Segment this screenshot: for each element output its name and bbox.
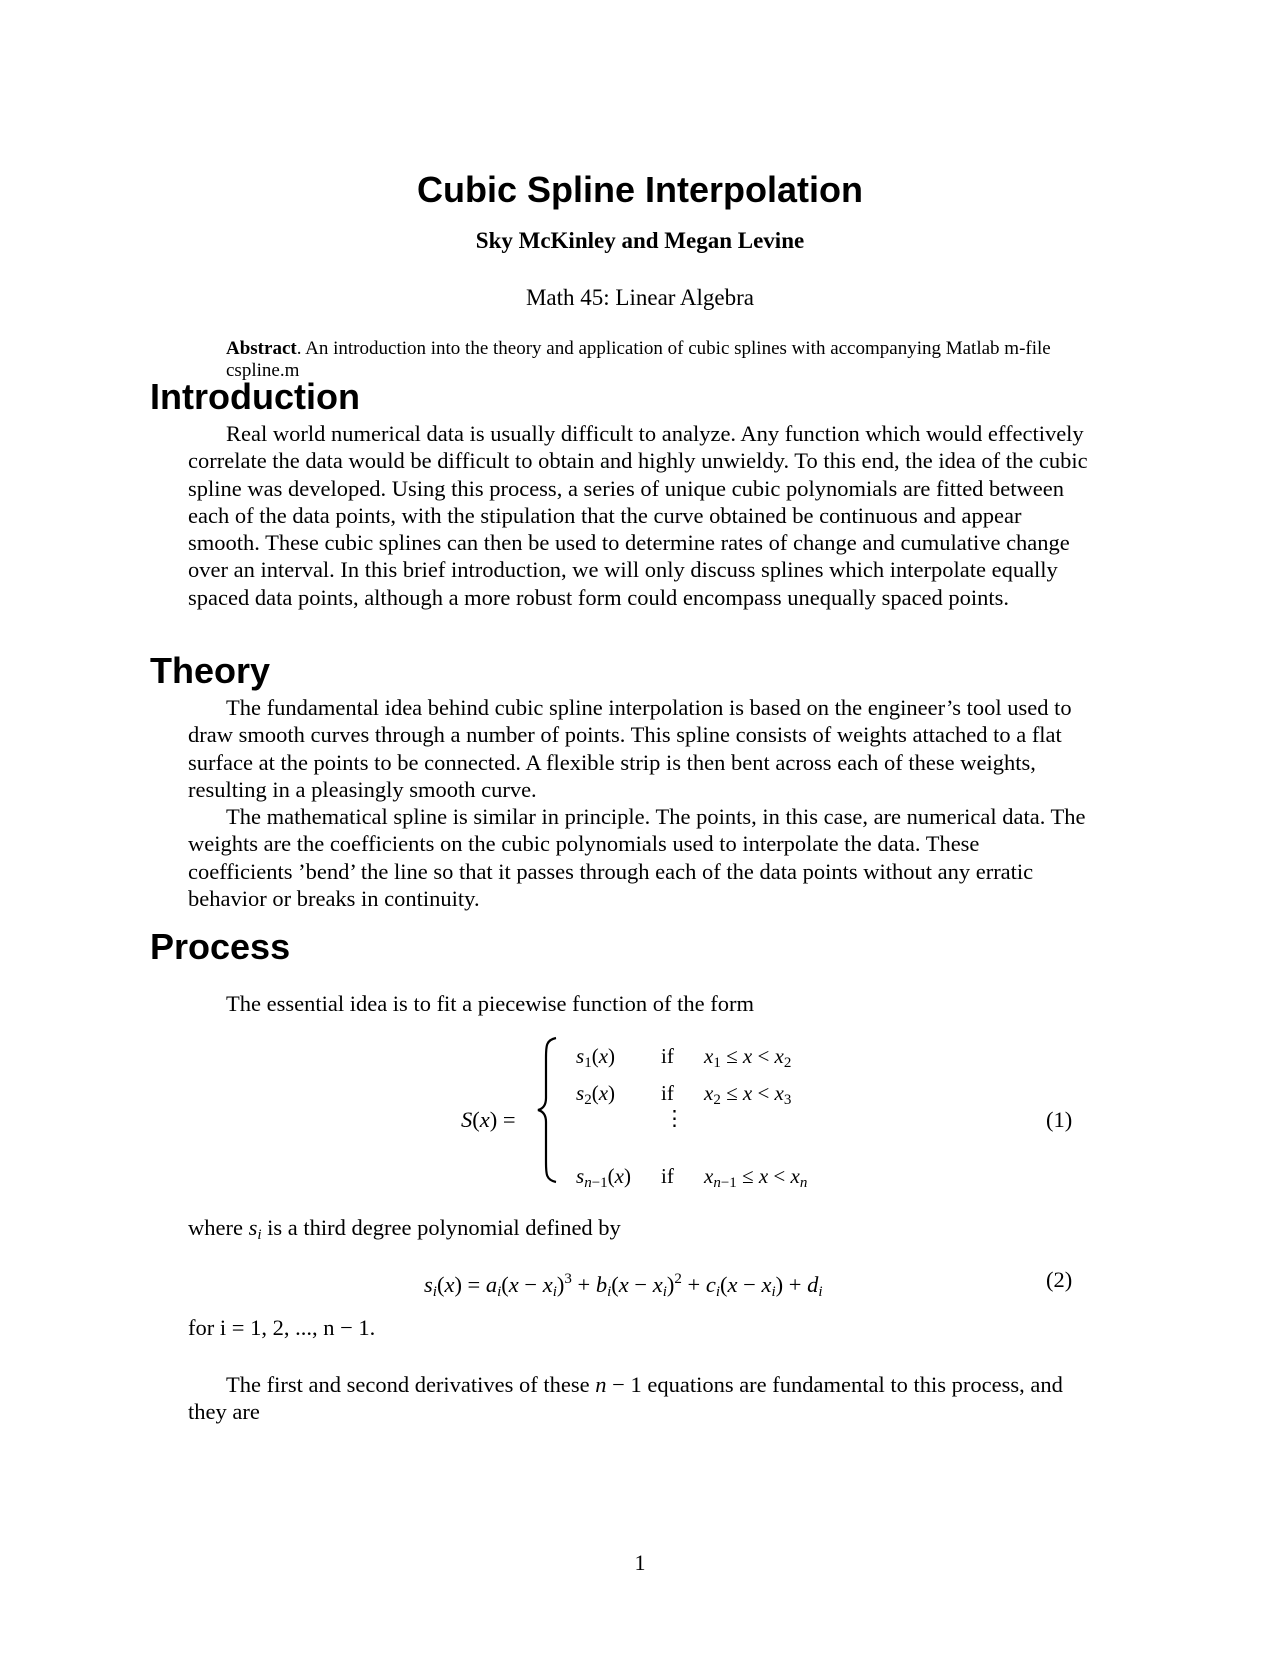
piece-1-function: $s_1(x)$	[576, 1044, 616, 1071]
where-prefix: where	[188, 1215, 249, 1240]
derivatives-text-b: equations are fundamental to this process, and they are	[188, 1372, 1063, 1425]
piece-n-function: $sn_{-1}(x)$	[576, 1164, 631, 1191]
index-range-math: i = 1, 2, ..., n − 1.	[219, 1315, 376, 1340]
where-suffix: is a third degree polynomial defined by	[261, 1215, 621, 1240]
course-name: Math 45: Linear Algebra	[525, 285, 754, 310]
derivatives-text-a: The first and second derivatives of these	[226, 1372, 596, 1397]
piece-2-if: if	[661, 1081, 674, 1105]
piece-2-function: $s_2(x)$	[576, 1081, 616, 1108]
equation-2-label: (2)	[1046, 1267, 1073, 1292]
derivatives-paragraph: The first and second derivatives of these n − 1 equations are fundamental to this process, and they are	[188, 1372, 1063, 1425]
page-number: 1	[634, 1550, 646, 1575]
equation-1-label: (1)	[1046, 1107, 1073, 1132]
introduction-paragraph: Real world numerical data is usually difficult to analyze. Any function which would effectively correlate the data would be difficult to obtain and highly unwieldy. To this end, the idea of the cubic spline was developed. Using this process, a series of unique cubic polynomials are fitted between each of the data points, with the stipulation that the curve obtained be continuous and appear smooth. These cubic splines can then be used to determine rates of change and cumulative change over an interval. In this brief introduction, we will only discuss splines which interpolate equally spaced data points, although a more robust form could encompass unequally spaced points.	[188, 421, 1088, 610]
piece-n-if: if	[661, 1164, 674, 1188]
for-prefix: for	[188, 1315, 220, 1340]
abstract-label: Abstract	[226, 338, 297, 359]
paper-title: Cubic Spline Interpolation	[416, 169, 863, 210]
theory-paragraph-1: The fundamental idea behind cubic spline interpolation is based on the engineer’s tool used to draw smooth curves through a number of points. This spline consists of weights attached to a flat surface at the points to be connected. A flexible strip is then bent across each of these weights, resulting in a pleasingly smooth curve.	[188, 695, 1072, 802]
piece-2-condition: $x_2 \le x < x_3$	[704, 1081, 792, 1108]
vertical-ellipsis-icon: ⋮	[664, 1106, 685, 1130]
piece-1-if: if	[661, 1044, 674, 1068]
theory-paragraph-2: The mathematical spline is similar in principle. The points, in this case, are numerical data. The weights are the coefficients on the cubic polynomials used to interpolate the data. These coefficients ’bend’ the line so that it passes through each of the data points without any erratic behavior or breaks in continuity.	[188, 804, 1086, 911]
piece-1-condition: $x_1 \le x < x_2$	[704, 1044, 792, 1071]
abstract-text: . An introduction into the theory and application of cubic splines with accompanying Matlab m-file cspline.m	[226, 338, 1051, 381]
process-intro: The essential idea is to fit a piecewise function of the form	[226, 991, 754, 1016]
left-brace-icon	[536, 1036, 560, 1184]
index-range-text	[188, 1314, 1088, 1341]
equation-2: si(x) = ai(x − xi)$^3$ + bi(x − xi)$^2$ + ci(x − xi) + di	[424, 1271, 823, 1300]
section-heading-theory: Theory	[150, 650, 271, 691]
paper-authors: Sky McKinley and Megan Levine	[475, 228, 805, 253]
where-text: where si is a third degree polynomial defined by	[188, 1215, 621, 1243]
piece-n-condition: $xn_{-1} \le x$ < xn	[704, 1164, 808, 1191]
section-heading-introduction: Introduction	[150, 376, 360, 417]
equation-1-lhs: S(x) =	[461, 1107, 516, 1132]
section-heading-process: Process	[150, 926, 291, 967]
